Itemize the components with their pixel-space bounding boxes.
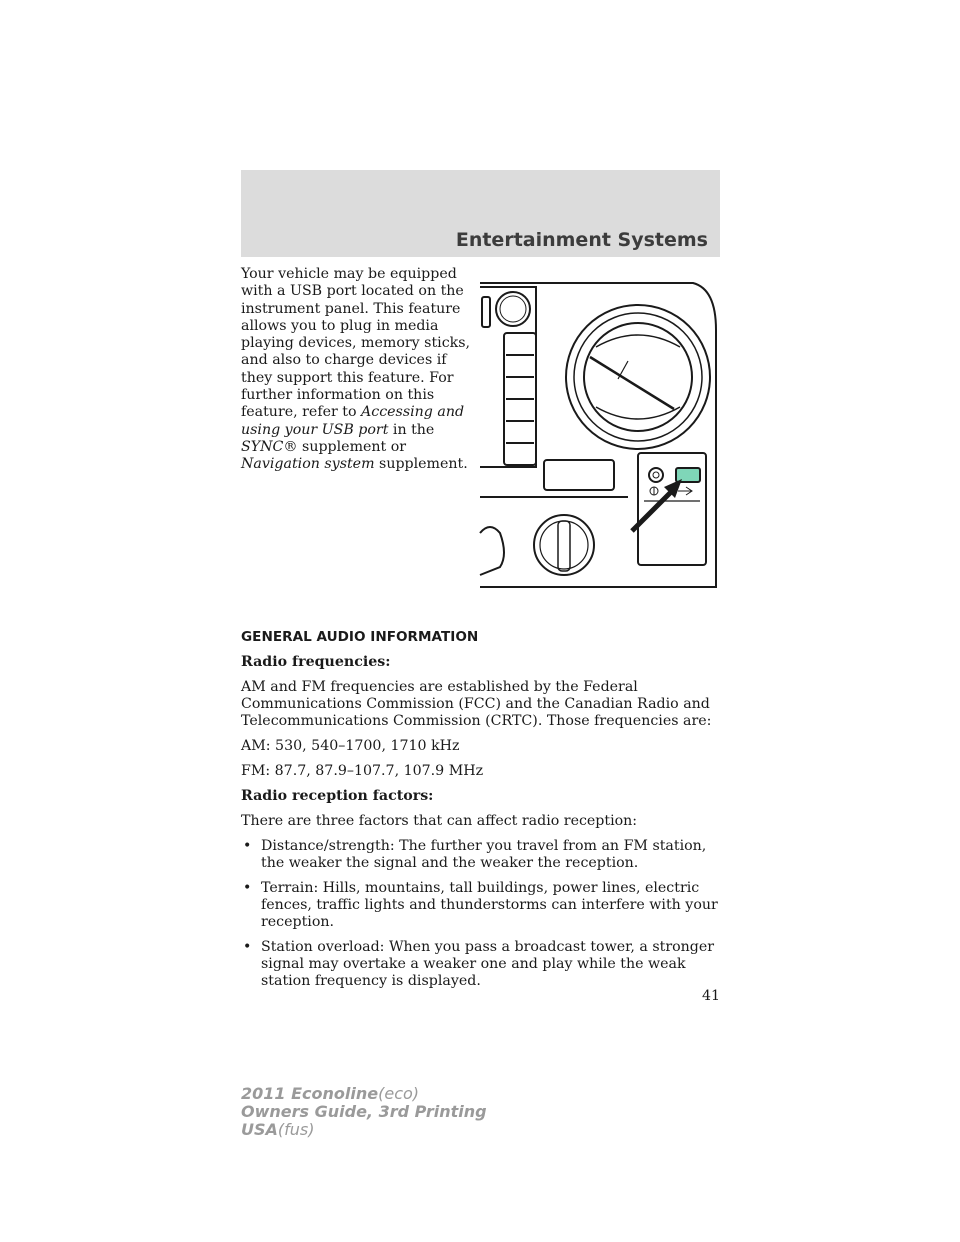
section-header-band — [241, 170, 720, 257]
sync-reference: SYNC® — [241, 438, 298, 455]
reception-factors-list — [241, 838, 731, 990]
footer-guide: Owners Guide, 3rd Printing — [241, 1102, 487, 1121]
section-title: Entertainment Systems — [455, 229, 708, 251]
footer-model: 2011 Econoline — [241, 1084, 379, 1103]
list-item: • Station overload: When you pass a broadcast tower, a stronger signal may overtake a weaker one and play while the weak station frequency is displayed. — [243, 939, 715, 989]
section-heading: GENERAL AUDIO INFORMATION — [241, 629, 479, 645]
usb-port-icon — [676, 468, 700, 482]
bullet-icon: • — [243, 838, 252, 854]
fm-frequencies: FM: 87.7, 87.9–107.7, 107.9 MHz — [241, 763, 484, 779]
page-number: 41 — [702, 988, 721, 1004]
radio-frequencies-label: Radio frequencies: — [241, 654, 391, 670]
footer-market-code: (fus) — [277, 1120, 315, 1139]
reception-factors-label: Radio reception factors: — [241, 788, 434, 804]
document-footer — [241, 1085, 487, 1139]
bullet-icon: • — [243, 880, 252, 896]
footer-model-code: (eco) — [378, 1084, 420, 1103]
am-frequencies: AM: 530, 540–1700, 1710 kHz — [241, 738, 460, 754]
bullet-icon: • — [243, 939, 252, 955]
list-item: • Distance/strength: The further you travel from an FM station, the weaker the signal and the weaker the reception. — [243, 838, 707, 871]
footer-market: USA — [241, 1120, 278, 1139]
usb-port-illustration — [478, 275, 723, 593]
frequencies-intro: AM and FM frequencies are established by the Federal Communications Commission (FCC) and the Canadian Radio and Telecommunications Commission (CRTC). Those frequencies are: — [241, 679, 712, 729]
usb-intro-paragraph: Your vehicle may be equipped with a USB port located on the instrument panel. This feature allows you to plug in media playing devices, memory sticks, and also to charge devices if they support this feature. For further information on this feature, refer to Accessing and using your USB port in the SYNC® supplement or Navigation system supplement. — [241, 266, 471, 473]
list-item: • Terrain: Hills, mountains, tall buildings, power lines, electric fences, traffic lights and thunderstorms can interfere with your reception. — [243, 880, 718, 930]
reception-intro: There are three factors that can affect radio reception: — [241, 813, 638, 829]
usb-reference: Accessing and using your USB port — [241, 404, 465, 438]
navigation-reference: Navigation system — [241, 456, 375, 473]
audio-information-section — [241, 629, 731, 998]
